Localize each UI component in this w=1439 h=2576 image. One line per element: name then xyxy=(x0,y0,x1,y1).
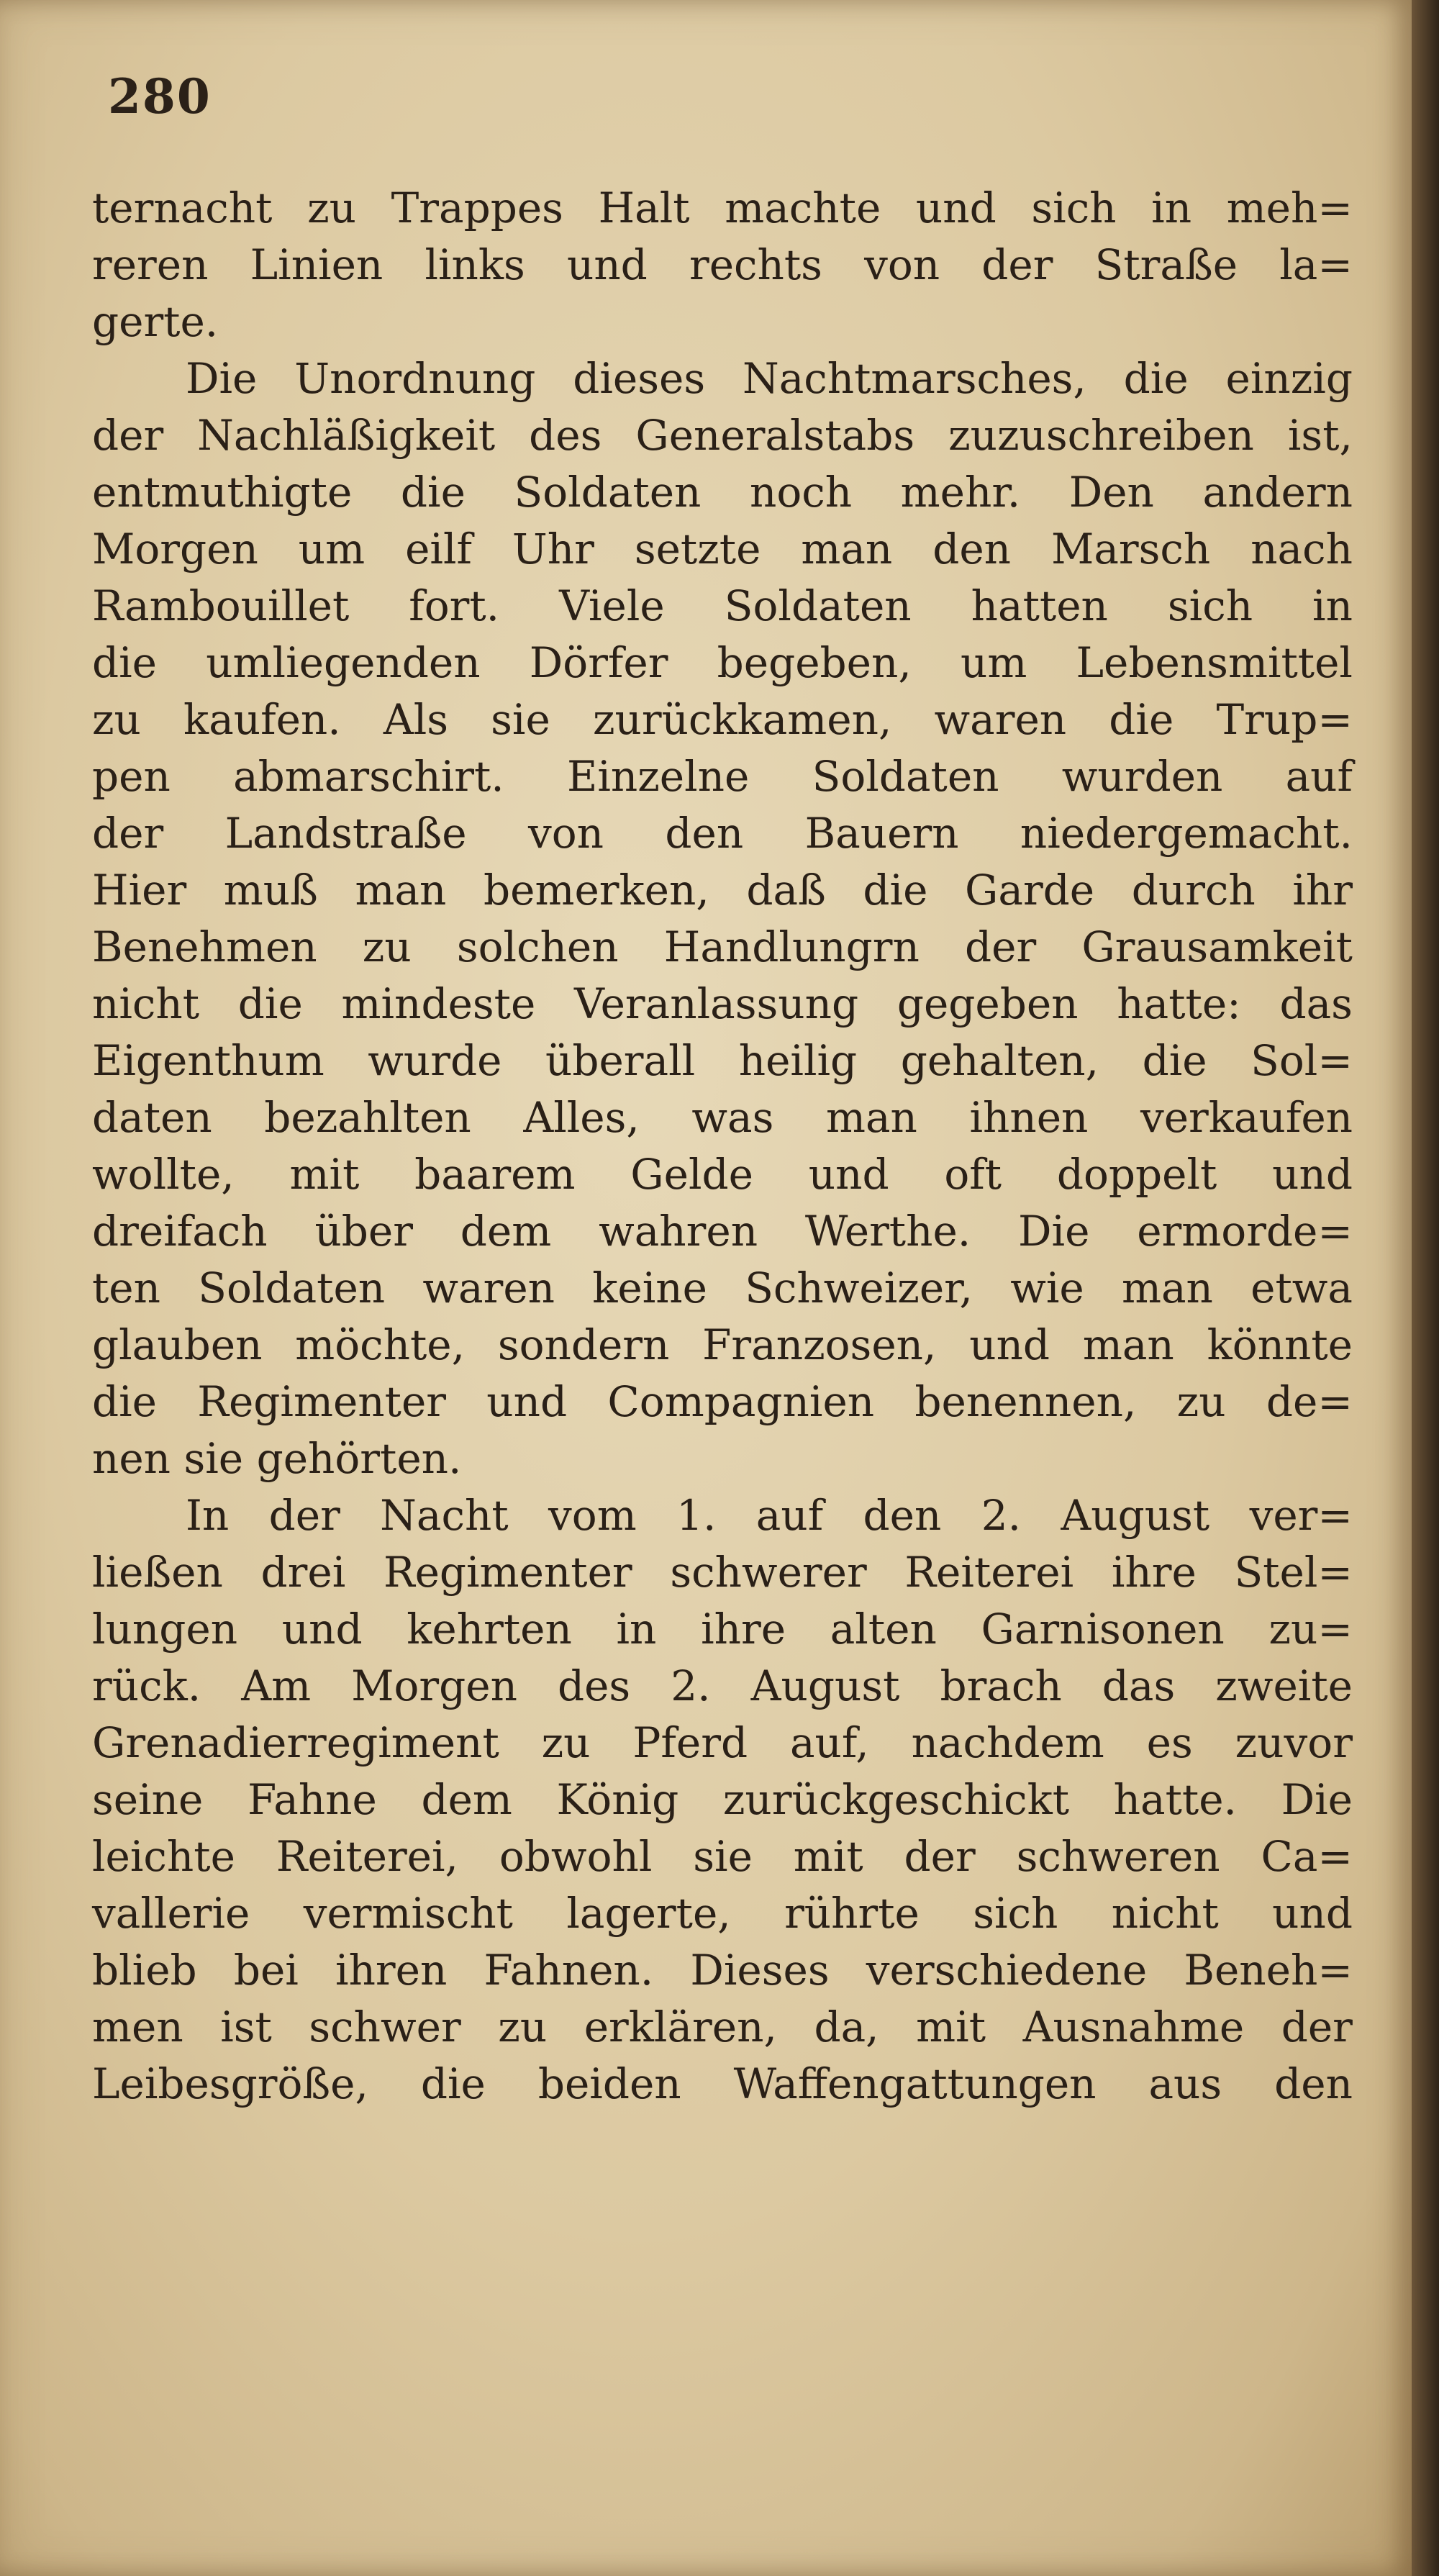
word: muß xyxy=(223,866,318,915)
word: Den xyxy=(1068,468,1154,517)
word: überall xyxy=(545,1036,696,1085)
word: daß xyxy=(746,866,826,915)
word: sich xyxy=(1031,183,1117,232)
word: Gelde xyxy=(630,1150,753,1199)
word: Unordnung xyxy=(294,354,536,403)
word: Sol= xyxy=(1250,1036,1353,1085)
word: Bauern xyxy=(804,809,959,858)
word: der xyxy=(1281,2003,1353,2051)
word: begeben, xyxy=(717,638,912,687)
word: zweite xyxy=(1215,1661,1353,1710)
word: dem xyxy=(421,1775,512,1824)
word: nach xyxy=(1250,525,1353,573)
word: Leibesgröße, xyxy=(92,2059,368,2108)
word: und xyxy=(1272,1150,1353,1199)
word: auf xyxy=(1285,752,1353,801)
word: gegeben xyxy=(896,979,1079,1028)
word: erklären, xyxy=(584,2003,777,2051)
text-line xyxy=(92,691,1353,748)
word: der xyxy=(268,1491,340,1540)
word: Garde xyxy=(965,866,1095,915)
word: bezahlten xyxy=(264,1093,471,1142)
text-line xyxy=(92,578,1353,635)
word: ließen xyxy=(92,1548,223,1597)
word: zu xyxy=(541,1718,591,1767)
word: durch xyxy=(1131,866,1256,915)
word: um xyxy=(960,638,1027,687)
word: leichte xyxy=(92,1832,235,1881)
word: heilig xyxy=(738,1036,858,1085)
word: blieb xyxy=(92,1946,197,1995)
word: ihr xyxy=(1292,866,1353,915)
text-line xyxy=(92,1942,1353,1999)
text-line xyxy=(92,1203,1353,1260)
text-line xyxy=(92,919,1353,976)
word: Am xyxy=(241,1661,312,1710)
word: ihren xyxy=(335,1946,448,1995)
text-line xyxy=(92,1146,1353,1203)
text-line xyxy=(92,1601,1353,1658)
word: niedergemacht. xyxy=(1020,809,1353,858)
word: schwer xyxy=(309,2003,461,2051)
word: eilf xyxy=(405,525,472,573)
word: ver= xyxy=(1249,1491,1353,1540)
word: einzig xyxy=(1225,354,1353,403)
word: ternacht xyxy=(92,183,273,232)
word: gehalten, xyxy=(900,1036,1099,1085)
word: sie xyxy=(183,1434,257,1483)
word: Fahnen. xyxy=(484,1946,654,1995)
word: hatte: xyxy=(1117,979,1241,1028)
word: die xyxy=(400,468,466,517)
word: Reiterei xyxy=(904,1548,1074,1597)
word: Regimenter xyxy=(383,1548,632,1597)
word: la= xyxy=(1279,240,1353,289)
word: in xyxy=(1312,581,1353,630)
word: schweren xyxy=(1016,1832,1220,1881)
word: den xyxy=(665,809,744,858)
word: Nachläßigkeit xyxy=(197,411,496,460)
word: Soldaten xyxy=(812,752,999,801)
text-line xyxy=(92,521,1353,578)
word: zu= xyxy=(1268,1605,1353,1654)
word: die xyxy=(863,866,928,915)
word: Pferd xyxy=(632,1718,748,1767)
word: Ca= xyxy=(1261,1832,1353,1881)
word: mit xyxy=(289,1150,360,1199)
word: Halt xyxy=(598,183,690,232)
word: vom xyxy=(548,1491,637,1540)
word: Dörfer xyxy=(529,638,668,687)
word: Hier xyxy=(92,866,187,915)
word: man xyxy=(825,1093,917,1142)
word: den xyxy=(863,1491,942,1540)
word: kaufen. xyxy=(183,695,341,744)
word: die xyxy=(420,2059,486,2108)
word: dreifach xyxy=(92,1207,268,1256)
text-line xyxy=(92,1317,1353,1374)
word: seine xyxy=(92,1775,204,1824)
text-line xyxy=(92,1885,1353,1942)
word: umliegenden xyxy=(206,638,481,687)
word: von xyxy=(864,240,940,289)
word: in xyxy=(616,1605,657,1654)
word: das xyxy=(1279,979,1353,1028)
word: Soldaten xyxy=(514,468,702,517)
word: was xyxy=(691,1093,774,1142)
word: wurde xyxy=(368,1036,502,1085)
word: und xyxy=(1272,1889,1353,1938)
word: Soldaten xyxy=(198,1264,386,1312)
word: Regimenter xyxy=(197,1377,447,1426)
word: Soldaten xyxy=(724,581,912,630)
text-line xyxy=(92,1544,1353,1601)
text-line xyxy=(92,1260,1353,1317)
book-gutter xyxy=(1412,0,1439,2576)
word: Waffengattungen xyxy=(733,2059,1097,2108)
text-line xyxy=(92,464,1353,521)
word: zu xyxy=(307,183,356,232)
word: Trappes xyxy=(391,183,563,232)
word: König xyxy=(556,1775,679,1824)
word: men xyxy=(92,2003,183,2051)
word: keine xyxy=(592,1264,707,1312)
word: das xyxy=(1102,1661,1176,1710)
word: fort. xyxy=(409,581,500,630)
word: die xyxy=(1123,354,1189,403)
text-line xyxy=(92,862,1353,919)
word: meh= xyxy=(1226,183,1353,232)
word: ihre xyxy=(1111,1548,1197,1597)
word: Schweizer, xyxy=(745,1264,973,1312)
word: 2. xyxy=(981,1491,1022,1540)
word: Uhr xyxy=(512,525,594,573)
word: nen xyxy=(92,1434,184,1483)
text-line xyxy=(92,805,1353,862)
word: Franzosen, xyxy=(702,1320,937,1369)
word: zuzuschreiben xyxy=(948,411,1254,460)
word: Ausnahme xyxy=(1022,2003,1245,2051)
word: Einzelne xyxy=(566,752,750,801)
word: beiden xyxy=(537,2059,681,2108)
word: Alles, xyxy=(523,1093,640,1142)
word: waren xyxy=(422,1264,555,1312)
word: Nachtmarsches, xyxy=(742,354,1086,403)
word: sich xyxy=(1167,581,1253,630)
word: rück. xyxy=(92,1661,201,1710)
word: des xyxy=(529,411,602,460)
word: Morgen xyxy=(351,1661,517,1710)
word: sondern xyxy=(497,1320,670,1369)
word: Reiterei, xyxy=(276,1832,458,1881)
word: man xyxy=(1082,1320,1174,1369)
word: es xyxy=(1146,1718,1193,1767)
word: aus xyxy=(1148,2059,1222,2108)
text-line xyxy=(92,635,1353,691)
text-line xyxy=(92,1374,1353,1430)
word: der xyxy=(904,1832,976,1881)
word: von xyxy=(527,809,604,858)
word: schwerer xyxy=(670,1548,867,1597)
text-line xyxy=(92,1033,1353,1089)
word: zu xyxy=(498,2003,548,2051)
word: sich xyxy=(973,1889,1058,1938)
word: Garnisonen xyxy=(981,1605,1225,1654)
word: bemerken, xyxy=(484,866,709,915)
word: glauben xyxy=(92,1320,263,1369)
word: Straße xyxy=(1094,240,1238,289)
word: um xyxy=(298,525,366,573)
word: auf xyxy=(755,1491,824,1540)
text-line xyxy=(92,1828,1353,1885)
word: Die xyxy=(1281,1775,1353,1824)
word: Viele xyxy=(559,581,665,630)
word: bei xyxy=(233,1946,299,1995)
word: mit xyxy=(916,2003,986,2051)
word: ist xyxy=(220,2003,272,2051)
word: wie xyxy=(1010,1264,1084,1312)
word: ermorde= xyxy=(1137,1207,1353,1256)
word: Nacht xyxy=(380,1491,509,1540)
word: den xyxy=(1274,2059,1353,2108)
word: rechts xyxy=(689,240,822,289)
page-number: 280 xyxy=(108,68,212,124)
word: andern xyxy=(1202,468,1353,517)
text-line xyxy=(92,748,1353,805)
word: möchte, xyxy=(295,1320,466,1369)
text-line xyxy=(92,350,1353,407)
text-line xyxy=(92,1715,1353,1772)
word: und xyxy=(808,1150,889,1199)
word: ist, xyxy=(1287,411,1353,460)
word: benennen, xyxy=(914,1377,1137,1426)
word: daten xyxy=(92,1093,212,1142)
word: Morgen xyxy=(92,525,258,573)
word: Dieses xyxy=(690,1946,830,1995)
word: Landstraße xyxy=(224,809,467,858)
word: Linien xyxy=(250,240,383,289)
word: noch xyxy=(749,468,853,517)
text-line xyxy=(92,976,1353,1033)
word: Trup= xyxy=(1216,695,1353,744)
word: reren xyxy=(92,240,209,289)
word: der xyxy=(92,411,164,460)
word: die xyxy=(92,638,158,687)
word: der xyxy=(965,922,1037,971)
word: lungen xyxy=(92,1605,238,1654)
text-line xyxy=(92,294,1353,350)
text-line xyxy=(92,1487,1353,1544)
word: nicht xyxy=(1111,1889,1219,1938)
word: entmuthigte xyxy=(92,468,353,517)
word: Lebensmittel xyxy=(1076,638,1353,687)
word: alten xyxy=(830,1605,937,1654)
word: dem xyxy=(460,1207,552,1256)
word: hatten xyxy=(971,581,1108,630)
word: in xyxy=(1151,183,1192,232)
word: vermischt xyxy=(303,1889,513,1938)
word: Benehmen xyxy=(92,922,317,971)
word: ihnen xyxy=(969,1093,1089,1142)
word: des xyxy=(557,1661,631,1710)
word: Compagnien xyxy=(607,1377,875,1426)
word: zu xyxy=(92,695,141,744)
word: und xyxy=(915,183,997,232)
word: Die xyxy=(186,354,258,403)
word: verkaufen xyxy=(1140,1093,1353,1142)
word: der xyxy=(92,809,164,858)
word: hatte. xyxy=(1113,1775,1237,1824)
text-line xyxy=(92,2056,1353,2113)
word: ten xyxy=(92,1264,160,1312)
word: mindeste xyxy=(341,979,536,1028)
word: 2. xyxy=(671,1661,711,1710)
word: über xyxy=(314,1207,413,1256)
word: abmarschirt. xyxy=(233,752,504,801)
text-line xyxy=(92,1430,1353,1487)
word: verschiedene xyxy=(866,1946,1148,1995)
text-line xyxy=(92,1089,1353,1146)
word: solchen xyxy=(456,922,619,971)
word: auf, xyxy=(789,1718,869,1767)
word: nicht xyxy=(92,979,200,1028)
word: Veranlassung xyxy=(574,979,859,1028)
word: und xyxy=(281,1605,363,1654)
word: Grenadierregiment xyxy=(92,1718,499,1767)
text-line xyxy=(92,237,1353,294)
text-line xyxy=(92,1999,1353,2056)
word: und xyxy=(969,1320,1050,1369)
word: nachdem xyxy=(911,1718,1104,1767)
word: die xyxy=(237,979,303,1028)
word: zuvor xyxy=(1235,1718,1353,1767)
word: gerte. xyxy=(92,297,219,346)
word: Marsch xyxy=(1050,525,1211,573)
word: baarem xyxy=(414,1150,576,1199)
word: links xyxy=(425,240,525,289)
word: die xyxy=(92,1377,158,1426)
text-line xyxy=(92,407,1353,464)
word: Grausamkeit xyxy=(1081,922,1353,971)
word: lagerte, xyxy=(566,1889,731,1938)
word: rührte xyxy=(784,1889,920,1938)
word: man xyxy=(801,525,893,573)
word: Stel= xyxy=(1234,1548,1353,1597)
word: vallerie xyxy=(92,1889,250,1938)
text-line xyxy=(92,1772,1353,1828)
word: dieses xyxy=(573,354,706,403)
text-line xyxy=(92,1658,1353,1715)
body-text xyxy=(92,180,1353,2113)
word: Rambouillet xyxy=(92,581,350,630)
word: Als xyxy=(383,695,449,744)
word: und xyxy=(566,240,648,289)
word: Eigenthum xyxy=(92,1036,324,1085)
word: zu xyxy=(1176,1377,1226,1426)
word: die xyxy=(1109,695,1174,744)
word: In xyxy=(186,1491,230,1540)
word: Die xyxy=(1018,1207,1090,1256)
word: 1. xyxy=(676,1491,717,1540)
word: zu xyxy=(362,922,412,971)
text-line xyxy=(92,180,1353,237)
word: obwohl xyxy=(499,1832,653,1881)
word: mit xyxy=(793,1832,863,1881)
word: zurückgeschickt xyxy=(722,1775,1070,1824)
word: etwa xyxy=(1250,1264,1353,1312)
word: ihre xyxy=(701,1605,786,1654)
word: kehrten xyxy=(407,1605,572,1654)
word: Fahne xyxy=(247,1775,377,1824)
word: könnte xyxy=(1207,1320,1353,1369)
word: die xyxy=(1142,1036,1207,1085)
word: sie xyxy=(693,1832,753,1881)
word: man xyxy=(1121,1264,1213,1312)
word: drei xyxy=(260,1548,346,1597)
word: man xyxy=(355,866,447,915)
word: August xyxy=(1061,1491,1210,1540)
word: Generalstabs xyxy=(635,411,915,460)
word: und xyxy=(486,1377,568,1426)
word: brach xyxy=(940,1661,1062,1710)
word: der xyxy=(981,240,1053,289)
word: zurückkamen, xyxy=(592,695,892,744)
word: pen xyxy=(92,752,171,801)
word: wollte, xyxy=(92,1150,235,1199)
word: gehörten. xyxy=(256,1434,462,1483)
word: Beneh= xyxy=(1184,1946,1353,1995)
word: machte xyxy=(725,183,881,232)
word: den xyxy=(932,525,1012,573)
word: August xyxy=(750,1661,900,1710)
word: Werthe. xyxy=(804,1207,971,1256)
word: oft xyxy=(944,1150,1002,1199)
word: wahren xyxy=(599,1207,758,1256)
word: sie xyxy=(491,695,550,744)
word: setzte xyxy=(634,525,761,573)
word: waren xyxy=(934,695,1067,744)
word: doppelt xyxy=(1056,1150,1217,1199)
word: da, xyxy=(814,2003,879,2051)
word: wurden xyxy=(1061,752,1223,801)
word: de= xyxy=(1266,1377,1353,1426)
word: Handlungrn xyxy=(663,922,920,971)
word: mehr. xyxy=(900,468,1021,517)
